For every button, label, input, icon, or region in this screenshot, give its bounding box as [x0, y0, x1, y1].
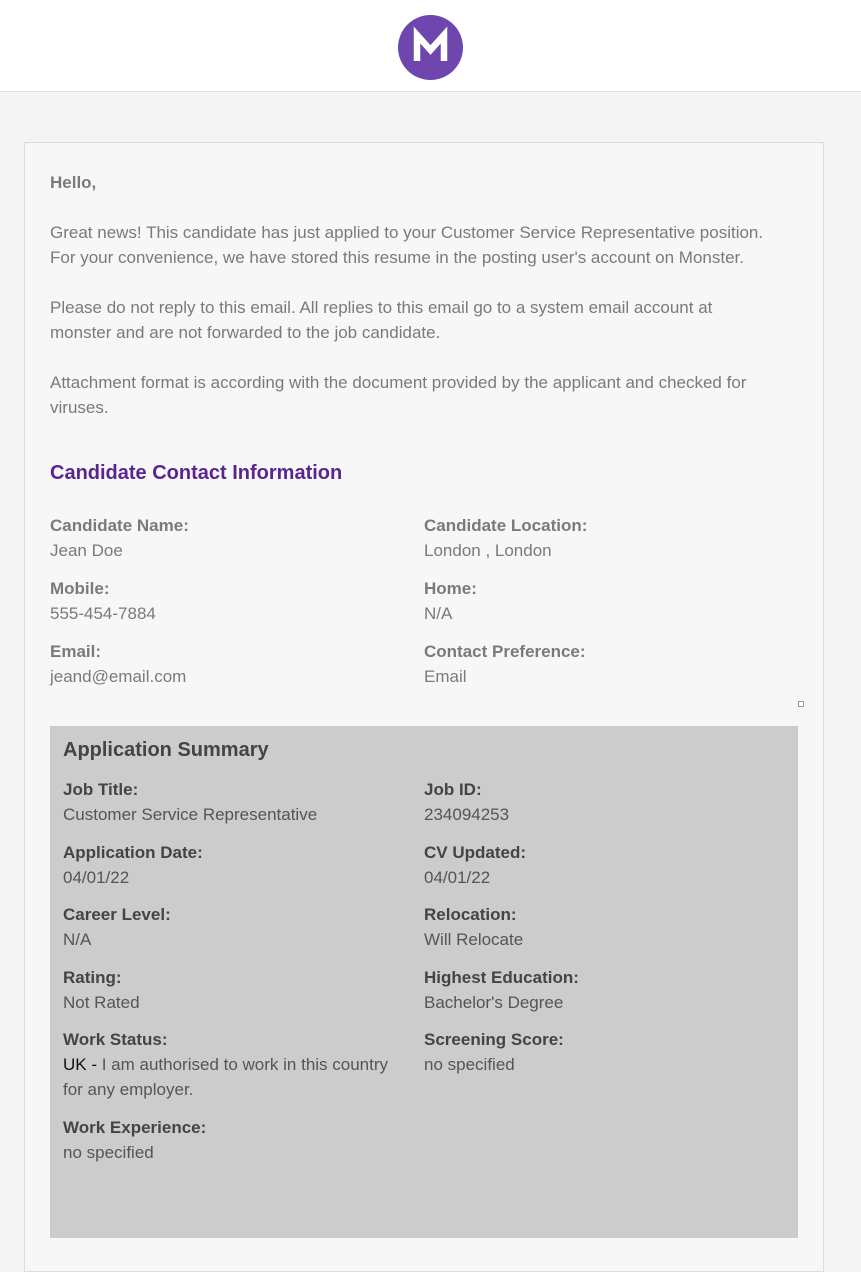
career-level-value: N/A — [63, 930, 92, 949]
monster-logo[interactable] — [398, 15, 463, 80]
summary-title: Application Summary — [63, 739, 269, 761]
screening-score-label: Screening Score: — [424, 1030, 564, 1049]
intro-line-2: For your convenience, we have stored this resume in the posting user's account on Monster. — [50, 248, 745, 267]
contact-section-title: Candidate Contact Information — [50, 462, 343, 484]
relocation-value: Will Relocate — [424, 930, 524, 949]
work-status-value-line-1 — [63, 1055, 388, 1075]
no-reply-line-2: monster and are not forwarded to the job candidate. — [50, 323, 441, 342]
contact-preference-value: Email — [424, 667, 467, 686]
candidate-name-value: Jean Doe — [50, 541, 123, 560]
attachment-line-2: viruses. — [50, 398, 109, 417]
email-value[interactable]: jeand@email.com — [50, 667, 187, 686]
no-reply-line-1: Please do not reply to this email. All replies to this email go to a system email account at — [50, 298, 713, 317]
work-experience-value: no specified — [63, 1143, 154, 1162]
work-status-text: I am authorised to work in this country — [97, 1055, 389, 1074]
mobile-label: Mobile: — [50, 579, 110, 598]
broken-image-icon — [798, 701, 804, 707]
cv-updated-value: 04/01/22 — [424, 868, 491, 887]
rating-label: Rating: — [63, 968, 122, 987]
work-status-value-line-2: for any employer. — [63, 1080, 194, 1099]
work-status-label: Work Status: — [63, 1030, 168, 1049]
candidate-name-label: Candidate Name: — [50, 516, 189, 535]
screening-score-value: no specified — [424, 1055, 515, 1074]
work-experience-label: Work Experience: — [63, 1118, 207, 1137]
highest-education-label: Highest Education: — [424, 968, 579, 987]
monster-m-icon — [398, 15, 463, 80]
home-label: Home: — [424, 579, 477, 598]
cv-updated-label: CV Updated: — [424, 843, 526, 862]
job-id-value: 234094253 — [424, 805, 510, 824]
email-label: Email: — [50, 642, 102, 661]
relocation-label: Relocation: — [424, 905, 517, 924]
contact-preference-label: Contact Preference: — [424, 642, 586, 661]
highest-education-value: Bachelor's Degree — [424, 993, 564, 1012]
candidate-location-value: London , London — [424, 541, 552, 560]
work-status-country: UK - — [63, 1055, 97, 1074]
job-title-value: Customer Service Representative — [63, 805, 318, 824]
application-date-label: Application Date: — [63, 843, 203, 862]
email-header — [0, 0, 861, 92]
candidate-location-label: Candidate Location: — [424, 516, 588, 535]
job-id-label: Job ID: — [424, 780, 482, 799]
home-value: N/A — [424, 604, 453, 623]
job-title-label: Job Title: — [63, 780, 139, 799]
attachment-line-1: Attachment format is according with the document provided by the applicant and checked for — [50, 373, 747, 392]
mobile-value[interactable]: 555-454-7884 — [50, 604, 156, 623]
intro-line-1: Great news! This candidate has just applied to your Customer Service Representative position. — [50, 223, 764, 242]
rating-value: Not Rated — [63, 993, 140, 1012]
career-level-label: Career Level: — [63, 905, 171, 924]
greeting: Hello, — [50, 173, 97, 192]
application-date-value: 04/01/22 — [63, 868, 130, 887]
